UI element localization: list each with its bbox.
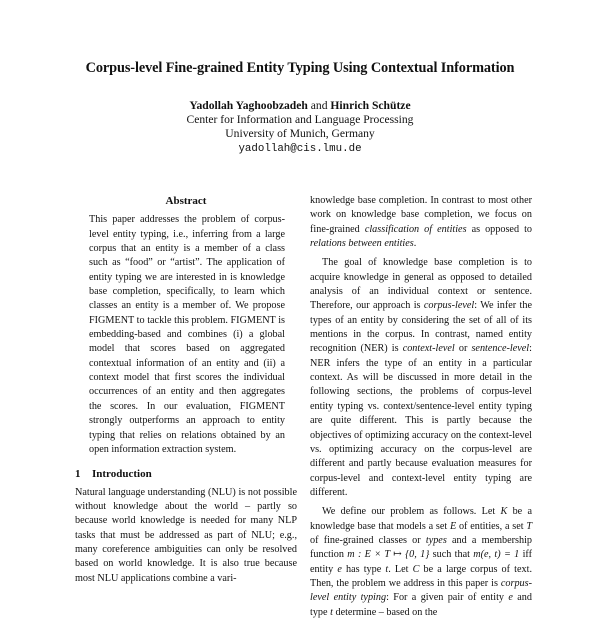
body-paragraph: knowledge base completion. In contrast to most other work on knowledge base completion, we focus on fine-grained classification of entities as opposed to relations between entities. — [310, 195, 532, 250]
abstract-heading: Abstract — [165, 195, 207, 207]
right-column — [310, 194, 532, 620]
abstract-text: This paper addresses the problem of corpus-level entity typing, i.e., inferring from a large corpus that an entity is a member of a class such as “food” or “artist”. The application of entity typing we are interested in is knowledge base completion, specifically, to learn which classes an entity is a member of. We propose FIGMENT to tackle this problem. FIGMENT is embedding-based and combines (i) a global model that scores based on aggregated contextual information of an entity and (ii) a context model that first scores the individual occurrences of an entity and then aggregates the scores. In our evaluation, FIGMENT strongly outperforms an approach to entity typing that relies on relations obtained by an open information extraction system. — [89, 214, 285, 455]
emphasis: corpus-level — [423, 300, 475, 312]
affiliation: Center for Information and Language Processing — [186, 113, 414, 127]
paper-title: Corpus-level Fine-grained Entity Typing Using Contextual Information — [85, 60, 515, 76]
author-name: Hinrich Schütze — [330, 99, 411, 112]
math: T — [526, 520, 532, 532]
section-number: 1 — [75, 468, 81, 481]
author-block — [0, 99, 600, 156]
emphasis: sentence-level — [471, 343, 530, 355]
section-title: Introduction — [92, 468, 152, 481]
body-paragraph: We define our problem as follows. Let K be a knowledge base that models a set E of entities, a set T of fine-grained classes or types and a membership function m : E × T ↦ {0, 1} such that m(e, t) = 1 iff entity e has type t. Let C be a large corpus of text. Then, the problem we address in this paper is corpus-level entity typing: For a given pair of entity e and type t determine – based on the — [310, 506, 533, 618]
emphasis: types — [425, 534, 447, 546]
emphasis: corpus-level entity typing — [310, 577, 532, 604]
math: E — [449, 520, 457, 532]
intro-paragraph: Natural language understanding (NLU) is not possible without knowledge about the world – partly so because world knowledge is needed for many NLP tasks that must be addressed as part of NLU; e.g., many coreference ambiguities can only be resolved based on world knowledge. It is also true because most NLU applications combine a vari- — [75, 486, 297, 584]
author-line — [0, 99, 600, 113]
math: e — [337, 563, 342, 575]
left-column — [75, 194, 297, 586]
math: e — [508, 592, 513, 604]
emphasis: context-level — [402, 343, 455, 355]
affiliation-university: University of Munich, Germany — [225, 127, 375, 141]
section-heading-introduction — [75, 467, 297, 481]
math: C — [412, 563, 420, 575]
math: m(e, t) = 1 — [473, 549, 520, 561]
author-name: Yadollah Yaghoobzadeh — [189, 99, 308, 112]
math: m : E × T ↦ {0, 1} — [347, 549, 430, 561]
math: K — [500, 506, 508, 518]
math: t — [330, 606, 333, 618]
emphasis: classification of entities — [364, 223, 467, 235]
author-email: yadollah@cis.lmu.de — [238, 142, 362, 155]
author-conjunction: and — [310, 99, 328, 112]
math: t — [385, 563, 389, 575]
body-paragraph: The goal of knowledge base completion is to acquire knowledge in general as opposed to detailed analysis of an individual context or sentence. Therefore, our approach is corpus-level: We infer the types of an entity by considering the set of all of its mentions in the corpus. In contrast, named entity recognition (NER) is context-level or sentence-level: NER infers the type of an entity in a particular context. As will be discussed in more detail in the following sections, the problems of corpus-level entity typing vs. context/sentence-level entity typing are quite different. This is partly because the objectives of optimizing accuracy on the context-level vs. optimizing accuracy on the corpus-level are different and partly because evaluation measures for corpus-level and context-level entity typing are different. — [310, 257, 532, 498]
emphasis: relations between entities — [310, 238, 414, 250]
